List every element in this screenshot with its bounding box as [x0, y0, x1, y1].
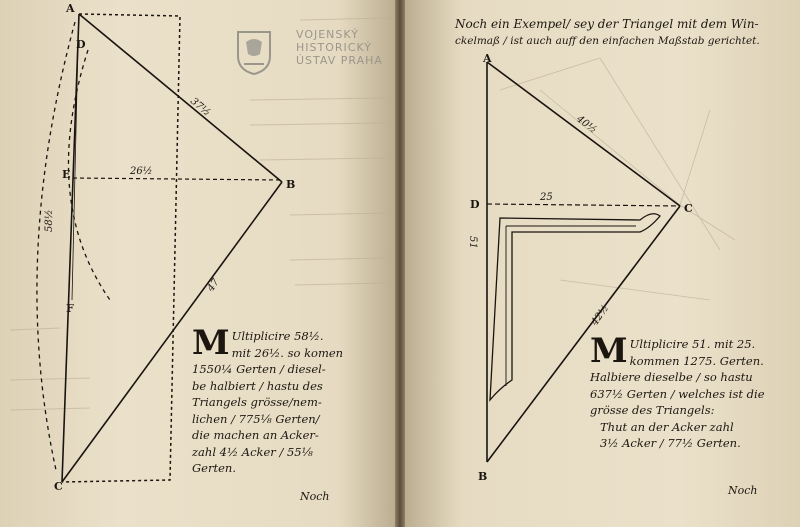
point-c-label: C — [684, 202, 693, 215]
line-d-c — [487, 204, 680, 206]
left-text-line: zahl 4½ Acker / 55⅛ — [192, 444, 313, 459]
point-a-label: A — [483, 52, 492, 65]
measure-ab: 51 — [467, 236, 478, 249]
point-f-label: F — [66, 302, 74, 315]
heading-line-2: ckelmaß / ist auch auff den einfachen Maßstab gerichtet. — [455, 35, 760, 47]
point-b-label: B — [286, 178, 296, 191]
right-text-line: kommen 1275. Gerten. — [629, 353, 764, 368]
stamp-line-1: VOJENSKÝ — [296, 28, 359, 41]
left-text-line: lichen / 775⅛ Gerten/ — [192, 411, 320, 426]
measure-cb: 42½ — [589, 303, 612, 328]
left-dropcap: M — [192, 323, 230, 363]
point-c-label: C — [54, 480, 63, 493]
right-text-line: Ultiplicire 51. mit 25. — [629, 337, 756, 351]
point-e-label: E — [62, 168, 71, 181]
right-dropcap: M — [590, 331, 628, 371]
faint-construction-lines — [500, 58, 735, 300]
stamp-line-2: HISTORICKÝ — [296, 41, 372, 54]
right-text-line: 3½ Acker / 77½ Gerten. — [600, 436, 741, 450]
measure-ab: 37½ — [188, 95, 213, 119]
point-b-label: B — [478, 470, 488, 483]
point-d-label: D — [76, 38, 86, 51]
left-text-line: Ultiplicire 58½. — [231, 329, 324, 343]
line-a-c — [487, 62, 680, 206]
left-text-line: 1550¼ Gerten / diesel- — [192, 362, 326, 376]
right-page-text — [590, 331, 785, 452]
measure-bc: 47 — [205, 276, 222, 294]
measure-eb: 26½ — [130, 166, 153, 177]
measure-dc: 25 — [540, 192, 553, 203]
point-d-label: D — [470, 198, 480, 211]
left-text-line: be halbiert / hastu des — [192, 378, 323, 393]
right-text-line: 637½ Gerten / welches ist die — [590, 386, 765, 401]
right-text-line: Halbiere dieselbe / so hastu — [590, 370, 753, 384]
stamp-line-3: ÚSTAV PRAHA — [296, 54, 383, 67]
right-catchword: Noch — [728, 484, 758, 497]
right-text-line: Thut an der Acker zahl — [600, 419, 734, 434]
measure-ac: 40½ — [574, 113, 599, 136]
left-text-line: mit 26½. so komen — [231, 345, 344, 360]
left-text-line: die machen an Acker- — [192, 428, 319, 442]
point-a-label: A — [66, 2, 75, 15]
left-catchword: Noch — [300, 490, 330, 503]
measure-ac: 58½ — [44, 209, 55, 232]
left-text-line: Triangels grösse/nem- — [192, 395, 322, 409]
left-text-line: Gerten. — [192, 461, 236, 475]
right-text-line: grösse des Triangels: — [590, 403, 715, 417]
heading-line-1: Noch ein Exempel/ sey der Triangel mit dem Win- — [455, 17, 759, 31]
